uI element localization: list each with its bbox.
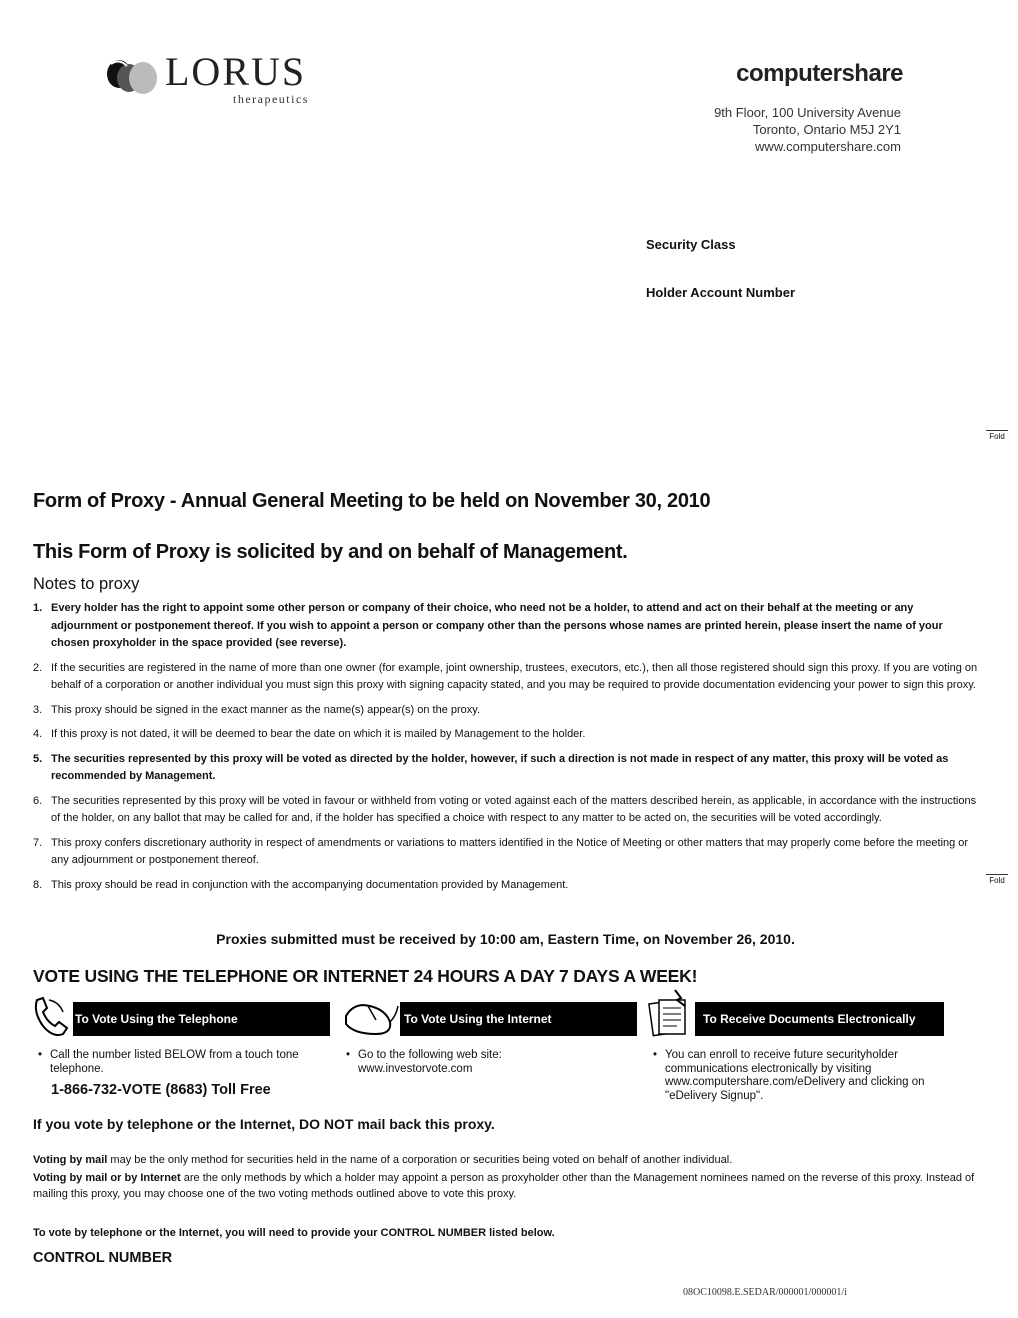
- bullet-icon: •: [653, 1049, 658, 1061]
- electronic-delivery-header: [647, 1002, 944, 1036]
- mail-note-bold-2: Voting by mail or by Internet: [33, 1172, 181, 1184]
- holder-account-label: Holder Account Number: [646, 285, 796, 300]
- control-number-label: CONTROL NUMBER: [33, 1250, 173, 1266]
- address-line: 9th Floor, 100 University Avenue: [714, 105, 901, 120]
- telephone-icon: [29, 992, 73, 1040]
- note-number: 7.: [33, 836, 43, 849]
- telephone-instructions: [38, 1049, 308, 1076]
- notes-title: Notes to proxy: [33, 575, 140, 593]
- lorus-subtitle: therapeutics: [233, 92, 309, 106]
- note-number: 3.: [33, 703, 43, 716]
- security-class-label: Security Class: [646, 237, 736, 252]
- mail-note: [33, 1152, 983, 1202]
- note-text: If this proxy is not dated, it will be deemed to bear the date on which it is mailed by Management to the holder.: [51, 728, 586, 740]
- mail-note-bold-1: Voting by mail: [33, 1154, 108, 1166]
- note-item: [33, 600, 978, 653]
- note-text: If the securities are registered in the name of more than one owner (for example, joint ownership, trustees, executors, etc.), then all those registered should sign this proxy. If you are voting on behalf of a corporation or another individual you must sign this proxy with signing capacity stated, and you may be required to provide documentation evidencing your power to sign this proxy.: [51, 661, 978, 691]
- computershare-wordmark: computershare: [736, 60, 903, 87]
- note-number: 6.: [33, 794, 43, 807]
- telephone-vote-header: [33, 1002, 330, 1036]
- address-line: Toronto, Ontario M5J 2Y1: [752, 122, 901, 137]
- electronic-delivery-label: To Receive Documents Electronically: [703, 1012, 916, 1026]
- lorus-wordmark: LORUS: [165, 49, 307, 94]
- note-item: [33, 751, 978, 786]
- note-item: [33, 835, 978, 870]
- lorus-logo: [105, 49, 325, 110]
- mail-note-rest-1: may be the only method for securities held in the name of a corporation or securities being voted on behalf of another individual.: [107, 1154, 733, 1166]
- note-number: 1.: [33, 602, 43, 614]
- note-item: [33, 660, 978, 695]
- note-number: 4.: [33, 728, 43, 740]
- note-text: The securities represented by this proxy will be voted in favour or withheld from voting or voted against each of the matters described herein, as applicable, in accordance with the instructions of the holder, on any ballot that may be called for and, if the holder has specified a choice with respect to any matter to be acted on, the securities will be voted accordingly.: [51, 794, 977, 824]
- note-item: [33, 793, 978, 828]
- no-mail-notice: If you vote by telephone or the Internet, DO NOT mail back this proxy.: [33, 1116, 495, 1132]
- internet-vote-header: [340, 1002, 637, 1036]
- mail-note-line-1: [33, 1152, 983, 1168]
- computershare-address: [714, 104, 901, 155]
- note-text: Every holder has the right to appoint some other person or company of their choice, who need not be a holder, to attend and act on their behalf at the meeting or any adjournment or postponement thereof. If you wish to appoint a person or company other than the persons whose names are printed herein, please insert the name of your chosen proxyholder in the space provided (see reverse).: [51, 602, 943, 649]
- document-code: 08OC10098.E.SEDAR/000001/000001/i: [683, 1287, 847, 1298]
- control-note: To vote by telephone or the Internet, you will need to provide your CONTROL NUMBER listed below.: [33, 1227, 555, 1239]
- fold-mark: Fold: [986, 874, 1008, 885]
- note-number: 8.: [33, 878, 43, 891]
- computershare-logo: [736, 60, 903, 88]
- fold-mark: Fold: [986, 430, 1008, 441]
- note-number: 5.: [33, 752, 43, 765]
- electronic-text: You can enroll to receive future securityholder communications electronically by visiting www.computershare.com/eDelivery and clicking on "eDelivery Signup".: [665, 1049, 925, 1102]
- note-number: 2.: [33, 661, 43, 674]
- telephone-number[interactable]: 1-866-732-VOTE (8683) Toll Free: [51, 1082, 271, 1098]
- bullet-icon: •: [346, 1049, 351, 1061]
- bullet-icon: •: [38, 1049, 43, 1061]
- documents-icon: [647, 988, 695, 1040]
- note-text: This proxy should be signed in the exact manner as the name(s) appear(s) on the proxy.: [51, 703, 481, 716]
- form-title: Form of Proxy - Annual General Meeting to be held on November 30, 2010: [33, 490, 711, 512]
- telephone-text: Call the number listed BELOW from a touch tone telephone.: [50, 1049, 299, 1075]
- notes-list: [33, 600, 978, 901]
- internet-instructions: [346, 1049, 546, 1076]
- internet-text: Go to the following web site: www.investorvote.com: [358, 1049, 502, 1075]
- lorus-mark-icon: [105, 54, 161, 98]
- deadline-notice: Proxies submitted must be received by 10:00 am, Eastern Time, on November 26, 2010.: [216, 931, 795, 947]
- note-item: [33, 877, 978, 895]
- note-text: The securities represented by this proxy will be voted as directed by the holder, however, if such a direction is not made in respect of any matter, this proxy will be voted as recommended by Management.: [51, 752, 949, 782]
- mail-note-line-2: [33, 1170, 983, 1202]
- mail-note-rest-2: are the only methods by which a holder may appoint a person as proxyholder other than the Management nominees named on the reverse of this proxy. Instead of mailing this proxy, you may choose one of the two voting methods outlined above to vote this proxy.: [33, 1172, 975, 1200]
- solicitation-title: This Form of Proxy is solicited by and on behalf of Management.: [33, 541, 628, 563]
- note-text: This proxy should be read in conjunction with the accompanying documentation provided by Management.: [51, 878, 569, 891]
- electronic-instructions: [653, 1049, 928, 1103]
- note-item: [33, 726, 978, 744]
- address-link[interactable]: www.computershare.com: [755, 139, 901, 154]
- note-item: [33, 702, 978, 720]
- vote-heading: VOTE USING THE TELEPHONE OR INTERNET 24 HOURS A DAY 7 DAYS A WEEK!: [33, 966, 698, 986]
- internet-vote-label: To Vote Using the Internet: [404, 1012, 552, 1026]
- telephone-vote-label: To Vote Using the Telephone: [75, 1012, 238, 1026]
- note-text: This proxy confers discretionary authority in respect of amendments or variations to matters identified in the Notice of Meeting or other matters that may properly come before the meeting or any adjournment or postponement thereof.: [51, 836, 969, 866]
- mouse-icon: [340, 992, 400, 1040]
